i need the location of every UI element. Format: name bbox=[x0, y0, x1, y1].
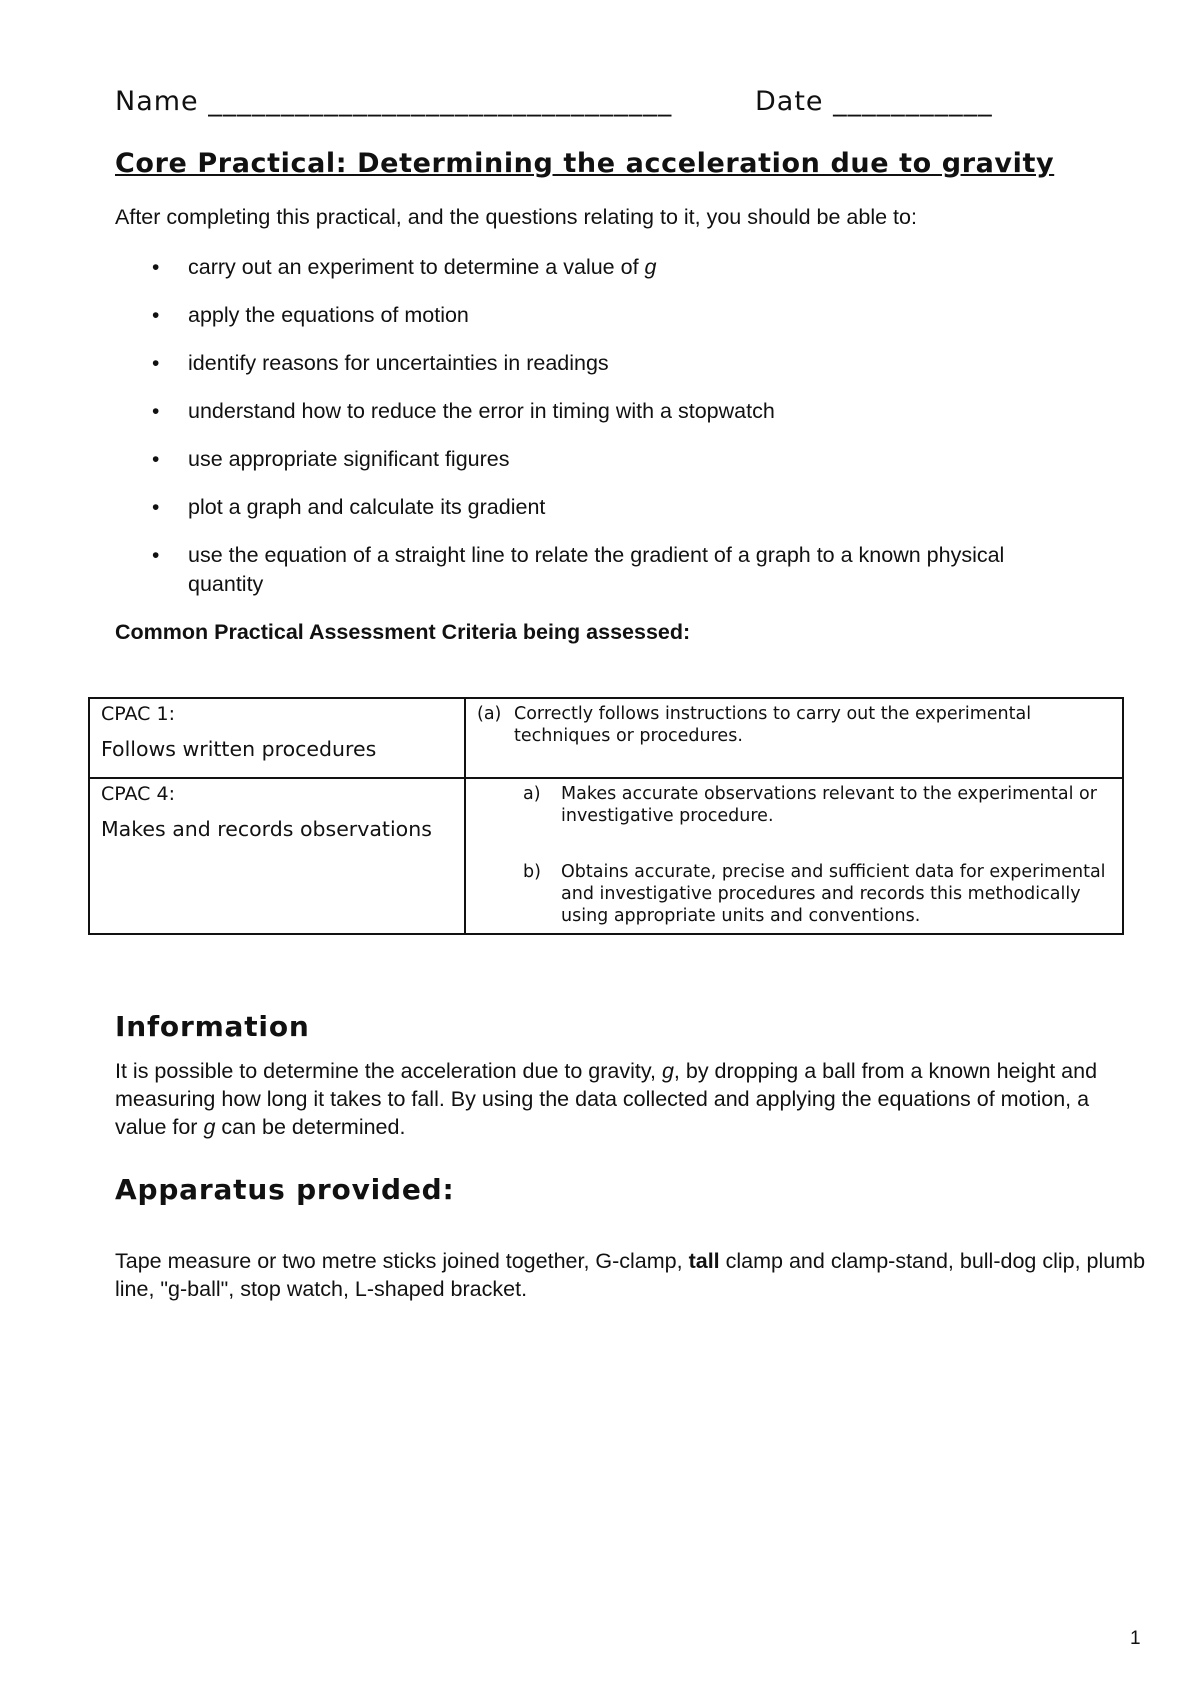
list-item bbox=[115, 445, 1075, 474]
intro-text: After completing this practical, and the questions relating to it, you should be able to: bbox=[115, 205, 917, 229]
table-row bbox=[89, 778, 1123, 934]
criterion-text: Obtains accurate, precise and sufficient data for experimental and investigative procedures and records this methodically using appropriate units and conventions. bbox=[561, 862, 1106, 926]
apparatus-text-part: clamp and clamp-stand, bull-dog clip, plumb line, "g-ball", stop watch, L-shaped bracket. bbox=[115, 1249, 1146, 1301]
apparatus-heading: Apparatus provided: bbox=[115, 1173, 455, 1206]
name-blank: ________________________________ bbox=[208, 86, 673, 117]
criterion-text: Correctly follows instructions to carry out the experimental techniques or procedures. bbox=[514, 704, 1032, 746]
date-label: Date bbox=[755, 86, 824, 117]
list-item bbox=[115, 493, 1075, 522]
page-number: 1 bbox=[1130, 1628, 1141, 1649]
date-field bbox=[755, 86, 993, 117]
info-text-part: , by dropping a ball from a known height and measuring how long it takes to fall. By using the data collected and applying the equations of motion, a value for bbox=[115, 1059, 1098, 1139]
table-row bbox=[89, 698, 1123, 778]
g-symbol: g bbox=[661, 1059, 674, 1083]
g-symbol: g bbox=[203, 1115, 216, 1139]
criterion-letter: (a) bbox=[477, 704, 502, 724]
page-title: Core Practical: Determining the acceleration due to gravity bbox=[115, 148, 1055, 179]
criterion bbox=[477, 783, 1111, 827]
apparatus-text bbox=[115, 1247, 1155, 1303]
list-item bbox=[115, 301, 1075, 330]
bullet-icon: • bbox=[152, 448, 160, 471]
criteria-cell bbox=[465, 778, 1123, 934]
information-text bbox=[115, 1057, 1145, 1141]
apparatus-text-part: Tape measure or two metre sticks joined together, G-clamp, bbox=[115, 1249, 689, 1273]
name-label: Name bbox=[115, 86, 199, 117]
bullet-icon: • bbox=[152, 304, 160, 327]
cpac-code: CPAC 1: bbox=[101, 703, 175, 725]
information-heading: Information bbox=[115, 1010, 310, 1043]
info-text-part: It is possible to determine the acceleration due to gravity, bbox=[115, 1059, 662, 1083]
criterion bbox=[477, 703, 1111, 771]
cpac-table bbox=[88, 697, 1124, 935]
objective-text: apply the equations of motion bbox=[188, 303, 469, 327]
cpac-cell bbox=[89, 778, 465, 934]
list-item bbox=[115, 541, 1075, 599]
objective-text: carry out an experiment to determine a value of bbox=[188, 255, 639, 279]
criteria-cell bbox=[465, 698, 1123, 778]
cpac-title: Follows written procedures bbox=[101, 737, 377, 761]
cpac-title: Makes and records observations bbox=[101, 817, 432, 841]
cpac-code: CPAC 4: bbox=[101, 783, 175, 805]
criterion bbox=[477, 861, 1111, 927]
objectives-list bbox=[115, 253, 1075, 618]
list-item bbox=[115, 253, 1075, 282]
name-date-line bbox=[115, 86, 993, 117]
bullet-icon: • bbox=[152, 544, 160, 567]
bullet-icon: • bbox=[152, 256, 160, 279]
bullet-icon: • bbox=[152, 496, 160, 519]
objective-text: plot a graph and calculate its gradient bbox=[188, 495, 546, 519]
date-blank: ___________ bbox=[833, 86, 993, 117]
cpac-cell bbox=[89, 698, 465, 778]
objective-text: understand how to reduce the error in timing with a stopwatch bbox=[188, 399, 775, 423]
criteria-heading: Common Practical Assessment Criteria being assessed: bbox=[115, 620, 691, 644]
apparatus-emphasis: tall bbox=[688, 1249, 720, 1273]
g-symbol: g bbox=[644, 255, 657, 279]
list-item bbox=[115, 349, 1075, 378]
list-item bbox=[115, 397, 1075, 426]
criterion-letter: b) bbox=[523, 862, 541, 882]
objective-text: identify reasons for uncertainties in readings bbox=[188, 351, 609, 375]
criterion-text: Makes accurate observations relevant to the experimental or investigative procedure. bbox=[561, 784, 1097, 826]
objective-text: use the equation of a straight line to relate the gradient of a graph to a known physical quantity bbox=[188, 543, 1005, 596]
objective-text: use appropriate significant figures bbox=[188, 447, 510, 471]
criterion-letter: a) bbox=[523, 784, 541, 804]
bullet-icon: • bbox=[152, 352, 160, 375]
info-text-part: can be determined. bbox=[215, 1115, 406, 1139]
bullet-icon: • bbox=[152, 400, 160, 423]
